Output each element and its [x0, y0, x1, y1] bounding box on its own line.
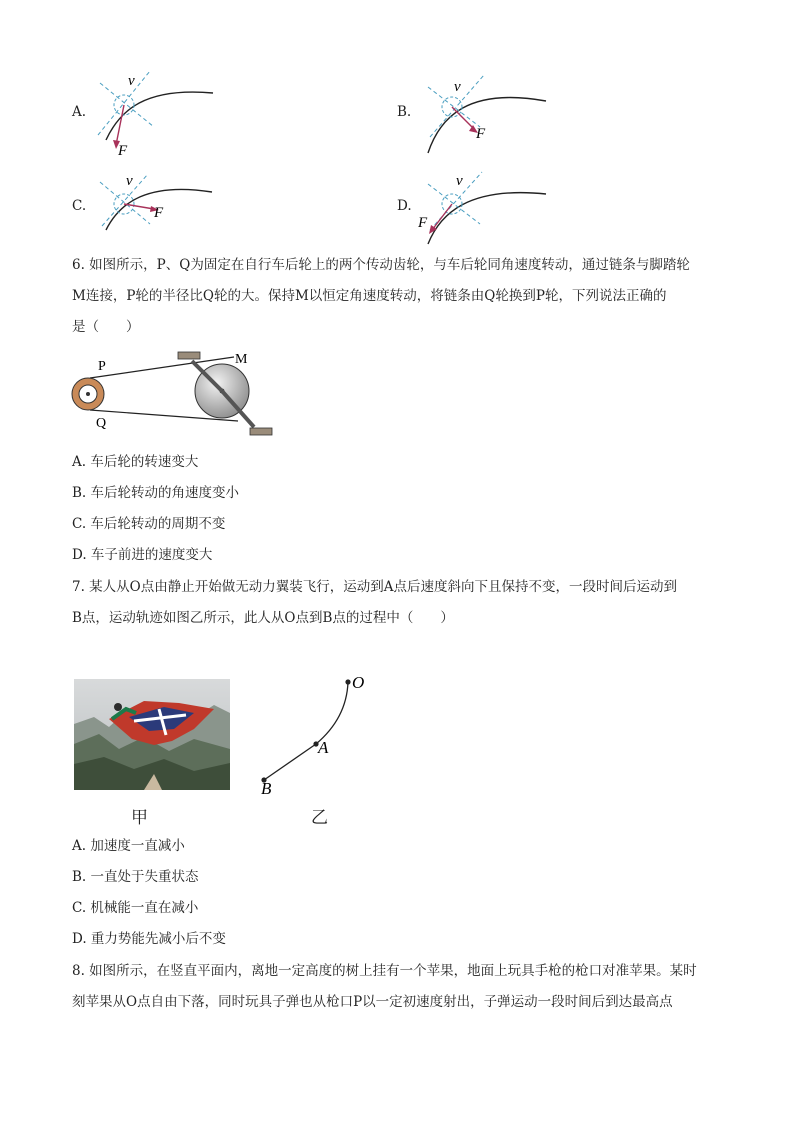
q5-option-d-label: D. [397, 198, 412, 214]
label-q: Q [96, 416, 107, 431]
q6-option-b: B. 车后轮转动的角速度变小 [72, 485, 240, 501]
velocity-label: v [126, 173, 133, 189]
trajectory-a-to-b [264, 744, 316, 780]
q8-stem-line-2: 刻苹果从O点自由下落，同时玩具子弹也从枪口P以一定初速度射出，子弹运动一段时间后到达最高点 [72, 994, 673, 1010]
q6-stem-line-2: M连接，P轮的半径比Q轮的大。保持M以恒定角速度转动，将链条由Q轮换到P轮，下列说法正确的 [72, 288, 667, 304]
q5-option-b-diagram [418, 65, 548, 160]
q6-option-a: A. 车后轮的转速变大 [72, 454, 199, 470]
velocity-label: v [456, 173, 463, 189]
label-p: P [98, 359, 106, 374]
q5-option-c-label: C. [72, 198, 87, 214]
q7-stem-line-2: B点，运动轨迹如图乙所示，此人从O点到B点的过程中（ ） [72, 610, 454, 626]
q6-stem-line-3: 是（ ） [72, 319, 140, 335]
q7-option-d: D. 重力势能先减小后不变 [72, 931, 226, 947]
pedal-bottom [250, 428, 272, 435]
q6-bicycle-gear-diagram [68, 345, 283, 440]
q6-option-d: D. 车子前进的速度变大 [72, 547, 213, 563]
label-m: M [235, 352, 248, 367]
pedal-top [178, 352, 200, 359]
q6-stem-line-1: 6. 如图所示，P、Q为固定在自行车后轮上的两个传动齿轮，与车后轮同角速度转动，通过链条与脚踏轮 [72, 257, 690, 273]
wingsuit-photo [74, 679, 230, 790]
q5-option-b-label: B. [397, 104, 412, 120]
caption-yi: 乙 [311, 808, 328, 828]
label-a: A [318, 738, 329, 757]
q7-option-c: C. 机械能一直在减小 [72, 900, 199, 916]
trajectory-curve [428, 193, 546, 244]
trajectory-o-to-a [316, 682, 348, 744]
force-label: F [476, 126, 486, 142]
q7-stem-line-1: 7. 某人从O点由静止开始做无动力翼装飞行，运动到A点后速度斜向下且保持不变，一段时间后运动到 [72, 579, 677, 595]
trajectory-curve [428, 97, 546, 153]
q6-option-c: C. 车后轮转动的周期不变 [72, 516, 226, 532]
label-b: B [261, 779, 272, 798]
force-label: F [418, 215, 428, 231]
q5-option-c-diagram [90, 168, 220, 248]
force-label: F [154, 205, 164, 221]
q7-option-a: A. 加速度一直减小 [72, 838, 185, 854]
q8-stem-line-1: 8. 如图所示，在竖直平面内，离地一定高度的树上挂有一个苹果，地面上玩具手枪的枪口对准苹果。某时 [72, 963, 697, 979]
label-o: O [352, 673, 365, 692]
q7-trajectory-diagram [255, 668, 375, 803]
force-label: F [118, 143, 128, 159]
q7-option-b: B. 一直处于失重状态 [72, 869, 199, 885]
q5-option-d-diagram [418, 168, 548, 248]
q5-option-a-label: A. [72, 104, 87, 120]
q5-option-a-diagram [90, 65, 220, 160]
caption-jia: 甲 [131, 808, 148, 828]
velocity-label: v [128, 73, 135, 89]
velocity-label: v [454, 79, 461, 95]
